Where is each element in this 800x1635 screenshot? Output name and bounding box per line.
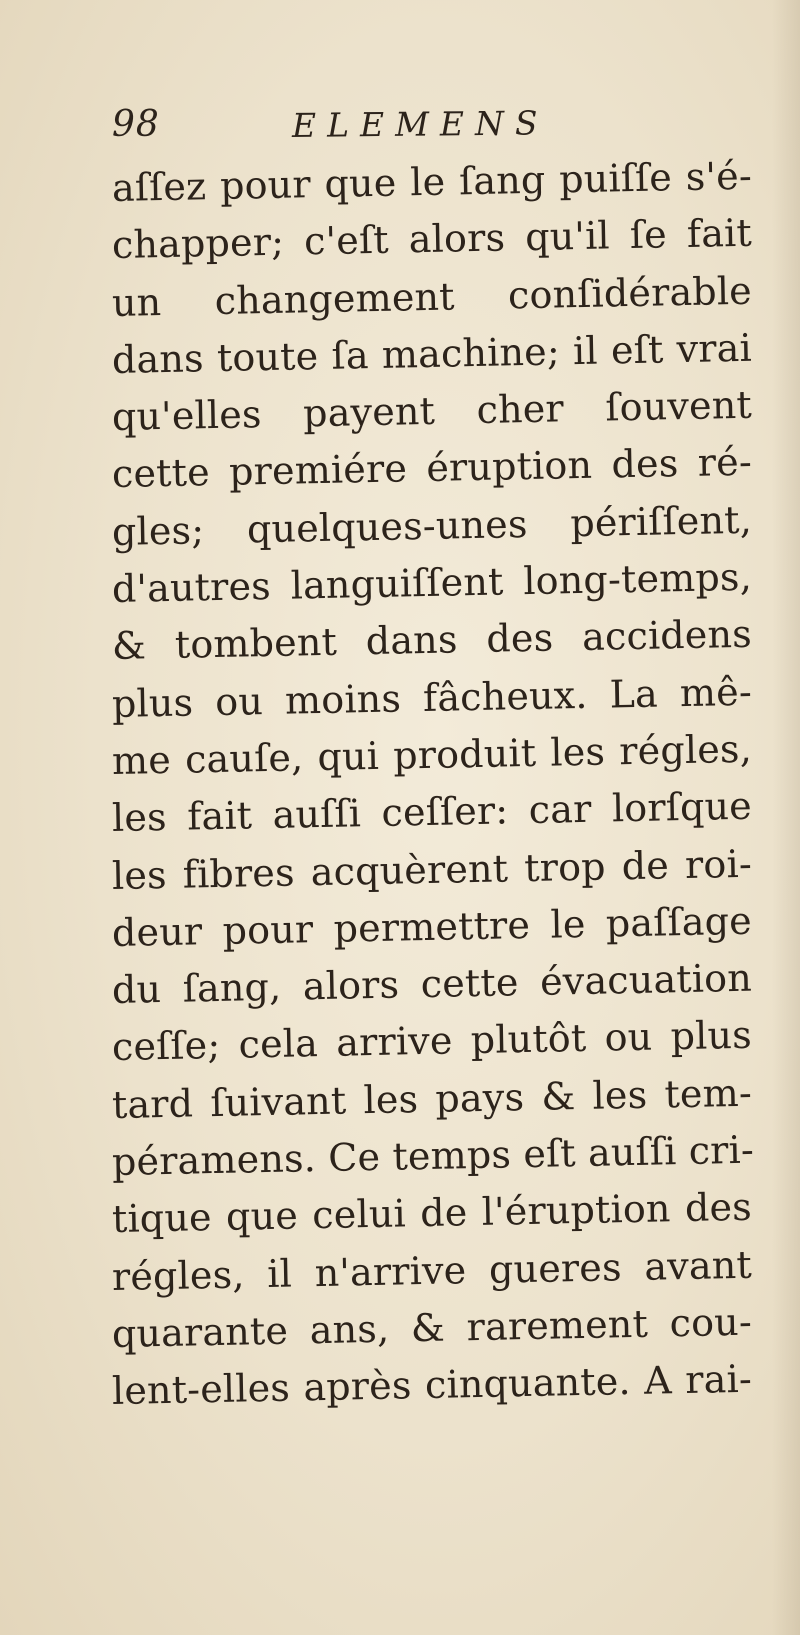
text-line: dans toute ſa machine; il eſt vrai bbox=[111, 325, 753, 382]
text-line: un changement conſidérable bbox=[111, 268, 753, 325]
text-line: du ſang, alors cette évacuation bbox=[111, 955, 753, 1013]
text-line: deur pour permettre le paſſage bbox=[111, 898, 753, 955]
text-line: plus ou moins fâcheux. La mê- bbox=[111, 669, 753, 726]
text-line: aſſez pour que le ſang puiſſe s'é- bbox=[111, 153, 753, 210]
text-line: gles; quelques-unes périſſent, bbox=[111, 497, 753, 554]
text-line: les fait auſſi ceſſer: car lorſque bbox=[111, 783, 753, 841]
running-head: ELEMENS bbox=[291, 103, 549, 145]
text-line: tique que celui de l'éruption des bbox=[111, 1185, 753, 1242]
text-line: les fibres acquèrent trop de roi- bbox=[111, 841, 753, 898]
page-number: 98 bbox=[112, 104, 160, 145]
text-line: quarante ans, & rarement cou- bbox=[111, 1299, 753, 1356]
text-line: régles, il n'arrive gueres avant bbox=[111, 1242, 753, 1299]
text-line: ceſſe; cela arrive plutôt ou plus bbox=[111, 1013, 753, 1070]
text-line: qu'elles payent cher ſouvent bbox=[111, 382, 753, 440]
text-line: chapper; c'eſt alors qu'il ſe fait bbox=[111, 211, 753, 268]
text-line: tard ſuivant les pays & les tem- bbox=[111, 1070, 753, 1127]
text-line: lent-elles après cinquante. A rai- bbox=[111, 1356, 753, 1414]
text-line: & tombent dans des accidens bbox=[111, 612, 753, 669]
text-line: péramens. Ce temps eſt auſſi cri- bbox=[111, 1127, 755, 1185]
text-line: d'autres languiſſent long-temps, bbox=[111, 554, 753, 612]
text-line: me cauſe, qui produit les régles, bbox=[111, 726, 753, 783]
body-text bbox=[111, 153, 762, 1421]
page-gutter-shadow bbox=[772, 0, 800, 1635]
text-line: cette premiére éruption des ré- bbox=[111, 440, 753, 497]
